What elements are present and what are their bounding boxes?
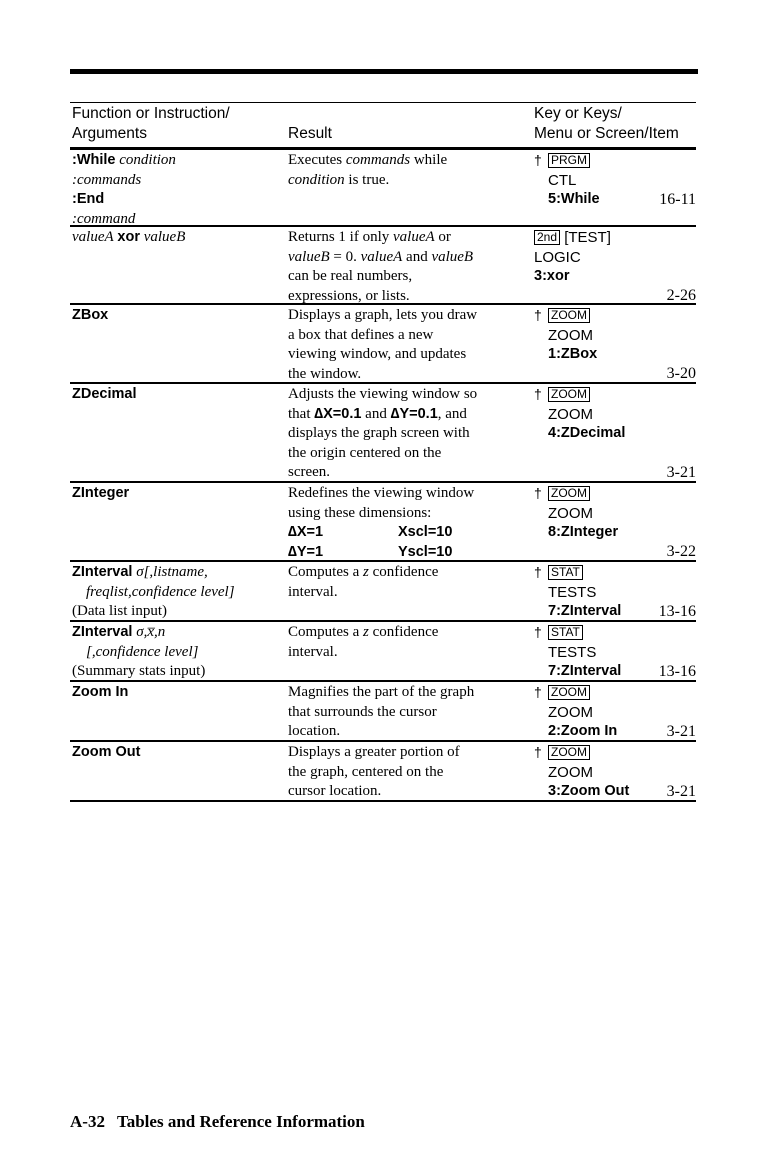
function-cell: ZDecimal [72, 386, 137, 402]
keys-cell: † PRGM CTL 5:While 16-11 [534, 152, 696, 208]
header-keys-line1: Key or Keys/ [534, 105, 622, 122]
function-cell: valueA xor valueB [72, 229, 186, 245]
table-header [70, 102, 696, 150]
zoom-key: ZOOM [548, 685, 590, 700]
keys-cell: † ZOOM ZOOM 3:Zoom Out 3-21 [534, 744, 696, 800]
dagger-icon: † [534, 152, 542, 168]
page-footer [70, 1112, 365, 1132]
keys-cell: † ZOOM ZOOM 8:ZInteger 3-22 [534, 485, 696, 560]
zoom-key: ZOOM [548, 486, 590, 501]
page-reference: 3-21 [666, 464, 696, 481]
dagger-icon: † [534, 744, 542, 760]
keys-cell: 2nd [TEST] LOGIC 3:xor 2-26 [534, 229, 696, 304]
zoom-key: ZOOM [548, 308, 590, 323]
function-cell: ZInteger [72, 485, 130, 501]
keys-cell: † ZOOM ZOOM 4:ZDecimal 3-21 [534, 386, 696, 481]
result-cell: Magnifies the part of the graph that surrounds the cursor location. [288, 684, 475, 739]
function-cell: Zoom In [72, 684, 129, 700]
table-row-zinterval-data [70, 562, 696, 622]
header-result: Result [288, 125, 332, 142]
stat-key: STAT [548, 565, 583, 580]
result-cell: Adjusts the viewing window so that ∆X=0.1 and ∆Y=0.1, and displays the graph screen with the origin centered on the screen. [288, 386, 478, 480]
header-function-line2: Arguments [72, 125, 147, 142]
prgm-key: PRGM [548, 153, 590, 168]
keys-cell: † ZOOM ZOOM 1:ZBox 3-20 [534, 307, 696, 382]
page-reference: 13-16 [658, 603, 696, 620]
table-row-zoom-in [70, 682, 696, 742]
dagger-icon: † [534, 684, 542, 700]
table-row-zoom-out [70, 742, 696, 802]
header-function-line1: Function or Instruction/ [72, 105, 230, 122]
result-cell: Computes a z confidence interval. [288, 624, 439, 660]
dagger-icon: † [534, 386, 542, 402]
table-row-zbox [70, 305, 696, 384]
page-reference: 3-21 [666, 723, 696, 740]
header-keys-line2: Menu or Screen/Item [534, 125, 679, 142]
result-cell: Redefines the viewing window using these dimensions: ∆X=1 Xscl=10 ∆Y=1 Yscl=10 [288, 485, 475, 560]
page-reference: 3-21 [666, 783, 696, 800]
result-cell: Returns 1 if only valueA or valueB = 0. valueA and valueB can be real numbers, expressions, or lists. [288, 229, 474, 304]
zoom-key: ZOOM [548, 387, 590, 402]
result-cell: Displays a graph, lets you draw a box that defines a new viewing window, and updates the window. [288, 307, 478, 382]
reference-table [70, 102, 696, 802]
page-reference: 3-22 [666, 543, 696, 560]
page-reference: 13-16 [658, 663, 696, 680]
dagger-icon: † [534, 307, 542, 323]
top-rule [70, 69, 698, 74]
keys-cell: † ZOOM ZOOM 2:Zoom In 3-21 [534, 684, 696, 740]
table-row-zinteger [70, 483, 696, 562]
table-row-while [70, 150, 696, 227]
function-cell: ZInterval σ,x̅,n [,confidence level] (Summary stats input) [72, 624, 206, 679]
page-number: A-32 [70, 1112, 105, 1131]
page-reference: 16-11 [659, 191, 696, 208]
keys-cell: † STAT TESTS 7:ZInterval 13-16 [534, 564, 696, 620]
dagger-icon: † [534, 564, 542, 580]
result-cell: Displays a greater portion of the graph, centered on the cursor location. [288, 744, 460, 799]
page-reference: 2-26 [666, 287, 696, 304]
dagger-icon: † [534, 624, 542, 640]
dagger-icon: † [534, 485, 542, 501]
function-cell: :While condition :commands :End :command [72, 152, 176, 227]
stat-key: STAT [548, 625, 583, 640]
table-row-zdecimal [70, 384, 696, 483]
function-cell: ZInterval σ[,listname, freqlist,confidence level] (Data list input) [72, 564, 235, 619]
function-cell: Zoom Out [72, 744, 141, 760]
page-reference: 3-20 [666, 365, 696, 382]
keys-cell: † STAT TESTS 7:ZInterval 13-16 [534, 624, 696, 680]
result-cell: Executes commands while condition is true. [288, 152, 448, 188]
zoom-key: ZOOM [548, 745, 590, 760]
section-title: Tables and Reference Information [116, 1112, 365, 1131]
table-row-xor [70, 227, 696, 305]
result-cell: Computes a z confidence interval. [288, 564, 439, 600]
2nd-key: 2nd [534, 230, 560, 245]
table-row-zinterval-summary [70, 622, 696, 682]
function-cell: ZBox [72, 307, 109, 323]
